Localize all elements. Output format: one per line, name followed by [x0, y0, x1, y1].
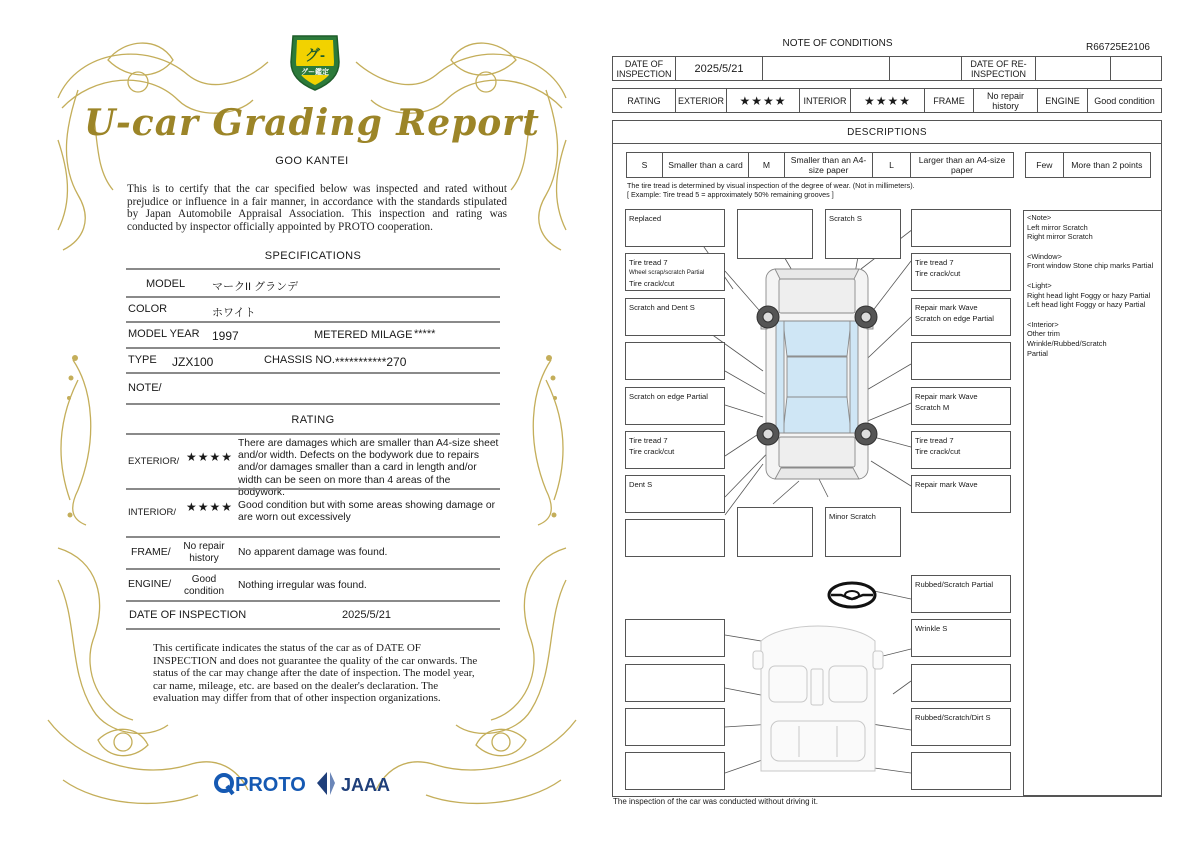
- descriptions-heading: DESCRIPTIONS: [613, 121, 1161, 144]
- note-of-conditions-sheet: [600, 30, 1180, 820]
- box-text: Tire crack/cut: [915, 269, 961, 278]
- interior-stars: ★★★★: [851, 89, 925, 112]
- box-text: Repair mark Wave: [915, 392, 978, 401]
- car-interior-icon: [753, 626, 883, 771]
- box-empty: [911, 664, 1011, 702]
- interior-stars: ★★★★: [186, 500, 234, 514]
- box-rubbed-scratch-dirt: [911, 708, 1011, 746]
- note-heading: <Note>: [1027, 213, 1052, 222]
- date-of-inspection-label: DATE OF INSPECTION: [613, 57, 676, 80]
- box-text: Scratch on edge Partial: [629, 392, 708, 401]
- box-scratch-dent: [625, 298, 725, 336]
- jaaa-logo-icon: [317, 772, 390, 795]
- tire-note-line-1: The tire tread is determined by visual inspection of the degree of wear. (Not in millimeters).: [627, 181, 915, 190]
- box-empty: [911, 209, 1011, 247]
- box-empty: [625, 664, 725, 702]
- model-label: MODEL: [146, 278, 186, 290]
- engine-description: Nothing irregular was found.: [238, 580, 367, 591]
- logos: [213, 768, 413, 798]
- box-text: Tire crack/cut: [629, 279, 675, 288]
- divider: [126, 628, 500, 630]
- box-text: Tire tread 7: [629, 436, 668, 445]
- divider: [126, 403, 500, 405]
- box-repair-wave-edge: [911, 298, 1011, 336]
- box-scratch-edge: [625, 387, 725, 425]
- box-text: Dent S: [629, 480, 653, 489]
- box-empty: [737, 209, 813, 259]
- box-tire-right-rear: [911, 431, 1011, 469]
- box-text: Scratch M: [915, 403, 950, 412]
- chassis-label: CHASSIS NO.: [264, 354, 335, 366]
- empty-cell: [1111, 57, 1161, 80]
- box-repair-wave: [911, 475, 1011, 513]
- notes-column: [1023, 210, 1162, 796]
- legend-code-m: M: [749, 153, 785, 177]
- driving-note: The inspection of the car was conducted without driving it.: [613, 797, 818, 806]
- legend-text-s: Smaller than a card: [663, 153, 749, 177]
- certificate: [38, 20, 586, 820]
- interior-label: INTERIOR: [800, 89, 851, 112]
- box-dent: [625, 475, 725, 513]
- box-text: Repair mark Wave: [915, 303, 978, 312]
- box-empty: [625, 708, 725, 746]
- box-empty: [625, 619, 725, 657]
- type-value: JZX100: [172, 355, 214, 369]
- tire-note-line-2: [ Example: Tire tread 5 = approximately 50% remaining grooves ]: [627, 190, 834, 199]
- report-title: U-car Grading Report: [84, 102, 540, 144]
- box-text: Scratch on edge Partial: [915, 314, 994, 323]
- model-value: マークII グランデ: [212, 281, 299, 293]
- empty-cell: [890, 57, 962, 80]
- exterior-description: There are damages which are smaller than A4-size sheet and/or width. Defects on the bodywork due to repairs and/or damages smaller than a card in length and/or width can be seen on more than 4 areas of the bodywork.: [238, 438, 499, 498]
- box-text: Minor Scratch: [829, 512, 876, 521]
- reference-number: R66725E2106: [1086, 42, 1150, 53]
- empty-cell: [1036, 57, 1111, 80]
- certificate-footer: This certificate indicates the status of the car as of DATE OF INSPECTION and does not guarantee the quality of the car onwards. The status of the car may change after the date of inspection. The model year, car name, mileage, etc. are based on the dealer's declaration. The evaluation may differ from that of other inspection organizations.: [153, 642, 478, 704]
- jaaa-logo-text: JAAA: [341, 775, 391, 795]
- note-text: Right head light Foggy or hazy Partial: [1027, 290, 1151, 300]
- box-empty: [911, 752, 1011, 790]
- color-label: COLOR: [128, 303, 168, 315]
- divider: [126, 296, 500, 298]
- box-text: Rubbed/Scratch/Dirt S: [915, 713, 991, 722]
- box-empty: [911, 342, 1011, 380]
- divider: [126, 536, 500, 538]
- window-heading: <Window>: [1027, 251, 1062, 261]
- box-text: Tire tread 7: [629, 258, 668, 267]
- certificate-intro: This is to certify that the car specified below was inspected and rated without prejudice or influence in a fair manner, in accordance with the standards stipulated by Japan Automobile Appraisal Association. This inspection and rating was conducted by inspector officially appointed by PROTO cooperation.: [127, 183, 507, 233]
- legend-text-few: More than 2 points: [1071, 160, 1143, 170]
- goo-kantei-badge-icon: [287, 32, 343, 92]
- legend-text-m: Smaller than an A4-size paper: [785, 153, 873, 177]
- type-label: TYPE: [128, 354, 157, 366]
- divider: [126, 600, 500, 602]
- box-repair-wave-scratch: [911, 387, 1011, 425]
- empty-cell: [763, 57, 890, 80]
- divider: [126, 347, 500, 349]
- note-text: Partial: [1027, 348, 1048, 358]
- chassis-value: ***********270: [335, 355, 407, 369]
- rating-row: [612, 88, 1162, 113]
- note-text: Left head light Foggy or hazy Partial: [1027, 300, 1146, 310]
- exterior-label: EXTERIOR: [676, 89, 727, 112]
- interior-heading: <Interior>: [1027, 319, 1059, 329]
- divider: [126, 433, 500, 435]
- engine-label: ENGINE: [1038, 89, 1088, 112]
- box-text: Repair mark Wave: [915, 480, 978, 489]
- date-of-reinspection-label: DATE OF RE-INSPECTION: [962, 57, 1036, 80]
- light-heading: <Light>: [1027, 280, 1052, 290]
- box-tire-left-front: [625, 253, 725, 291]
- date-of-inspection-label: DATE OF INSPECTION: [129, 609, 247, 621]
- divider: [126, 568, 500, 570]
- steering-wheel-icon: [829, 583, 875, 607]
- box-empty: [737, 507, 813, 557]
- box-text: Rubbed/Scratch Partial: [915, 580, 994, 589]
- divider: [126, 268, 500, 270]
- box-text: Wheel scrap/scratch Partial: [629, 269, 705, 276]
- proto-logo-icon: [216, 774, 306, 796]
- note-text: Other trim: [1027, 329, 1060, 339]
- box-text: Tire crack/cut: [915, 447, 961, 456]
- rating-heading: RATING: [291, 414, 335, 426]
- specifications-heading: SPECIFICATIONS: [264, 250, 362, 262]
- box-text: Tire tread 7: [915, 436, 954, 445]
- exterior-label: EXTERIOR/: [128, 456, 180, 467]
- interior-description: Good condition but with some areas showing damage or are worn out excessively: [238, 500, 495, 524]
- box-replaced: [625, 209, 725, 247]
- box-minor-scratch: [825, 507, 901, 557]
- box-tire-left-rear: [625, 431, 725, 469]
- engine-label: ENGINE/: [128, 578, 172, 590]
- date-of-inspection-value: 2025/5/21: [342, 609, 391, 621]
- note-label: NOTE/: [128, 382, 162, 394]
- metered-milage-value: *****: [414, 328, 436, 340]
- box-text: Tire tread 7: [915, 258, 954, 267]
- box-empty: [625, 342, 725, 380]
- box-text: Scratch and Dent S: [629, 303, 695, 312]
- report-subtitle: GOO KANTEI: [275, 155, 349, 167]
- interior-label: INTERIOR/: [128, 507, 177, 518]
- box-rubbed-scratch: [911, 575, 1011, 613]
- box-wrinkle: [911, 619, 1011, 657]
- note-text: Front window Stone chip marks Partial: [1027, 261, 1154, 271]
- svg-text:グ-: グ-: [305, 47, 325, 64]
- frame-value: No repair history: [974, 89, 1038, 112]
- inspection-dates-row: [612, 56, 1162, 81]
- frame-label: FRAME/: [131, 546, 171, 558]
- exterior-stars: ★★★★: [727, 89, 800, 112]
- legend-text-l: Larger than an A4-size paper: [918, 155, 1006, 175]
- box-text: Replaced: [629, 214, 662, 223]
- descriptions-panel: [612, 120, 1162, 797]
- frame-value: No repair history: [183, 541, 225, 564]
- color-value: ホワイト: [212, 307, 256, 319]
- note-text: Right mirror Scratch: [1027, 232, 1093, 242]
- badge-text: グー鑑定: [301, 69, 329, 76]
- divider: [126, 321, 500, 323]
- divider: [126, 372, 500, 374]
- proto-logo-text: PROTO: [235, 774, 306, 796]
- metered-milage-label: METERED MILAGE: [314, 329, 413, 341]
- box-empty: [625, 519, 725, 557]
- legend-code-s: S: [627, 153, 663, 177]
- divider: [126, 488, 500, 490]
- box-text: Scratch S: [829, 214, 862, 223]
- model-year-value: 1997: [212, 329, 239, 343]
- note-text: Wrinkle/Rubbed/Scratch: [1027, 338, 1107, 348]
- legend-code-few: Few: [1026, 153, 1064, 177]
- legend-code-l: L: [873, 153, 911, 177]
- rating-label: RATING: [613, 89, 676, 112]
- date-of-inspection-value: 2025/5/21: [676, 57, 763, 80]
- frame-label: FRAME: [925, 89, 974, 112]
- model-year-label: MODEL YEAR: [128, 328, 200, 340]
- exterior-stars: ★★★★: [186, 450, 234, 464]
- box-tire-right-front: [911, 253, 1011, 291]
- frame-description: No apparent damage was found.: [238, 547, 388, 558]
- box-empty: [625, 752, 725, 790]
- engine-value: Good condition: [1094, 95, 1155, 106]
- box-text: Wrinkle S: [915, 624, 948, 633]
- engine-value: Good condition: [183, 574, 225, 597]
- box-scratch-s: [825, 209, 901, 259]
- car-top-view-icon: [761, 269, 873, 479]
- sheet-title: NOTE OF CONDITIONS: [782, 38, 893, 49]
- box-text: Tire crack/cut: [629, 447, 675, 456]
- note-text: Left mirror Scratch: [1027, 222, 1088, 232]
